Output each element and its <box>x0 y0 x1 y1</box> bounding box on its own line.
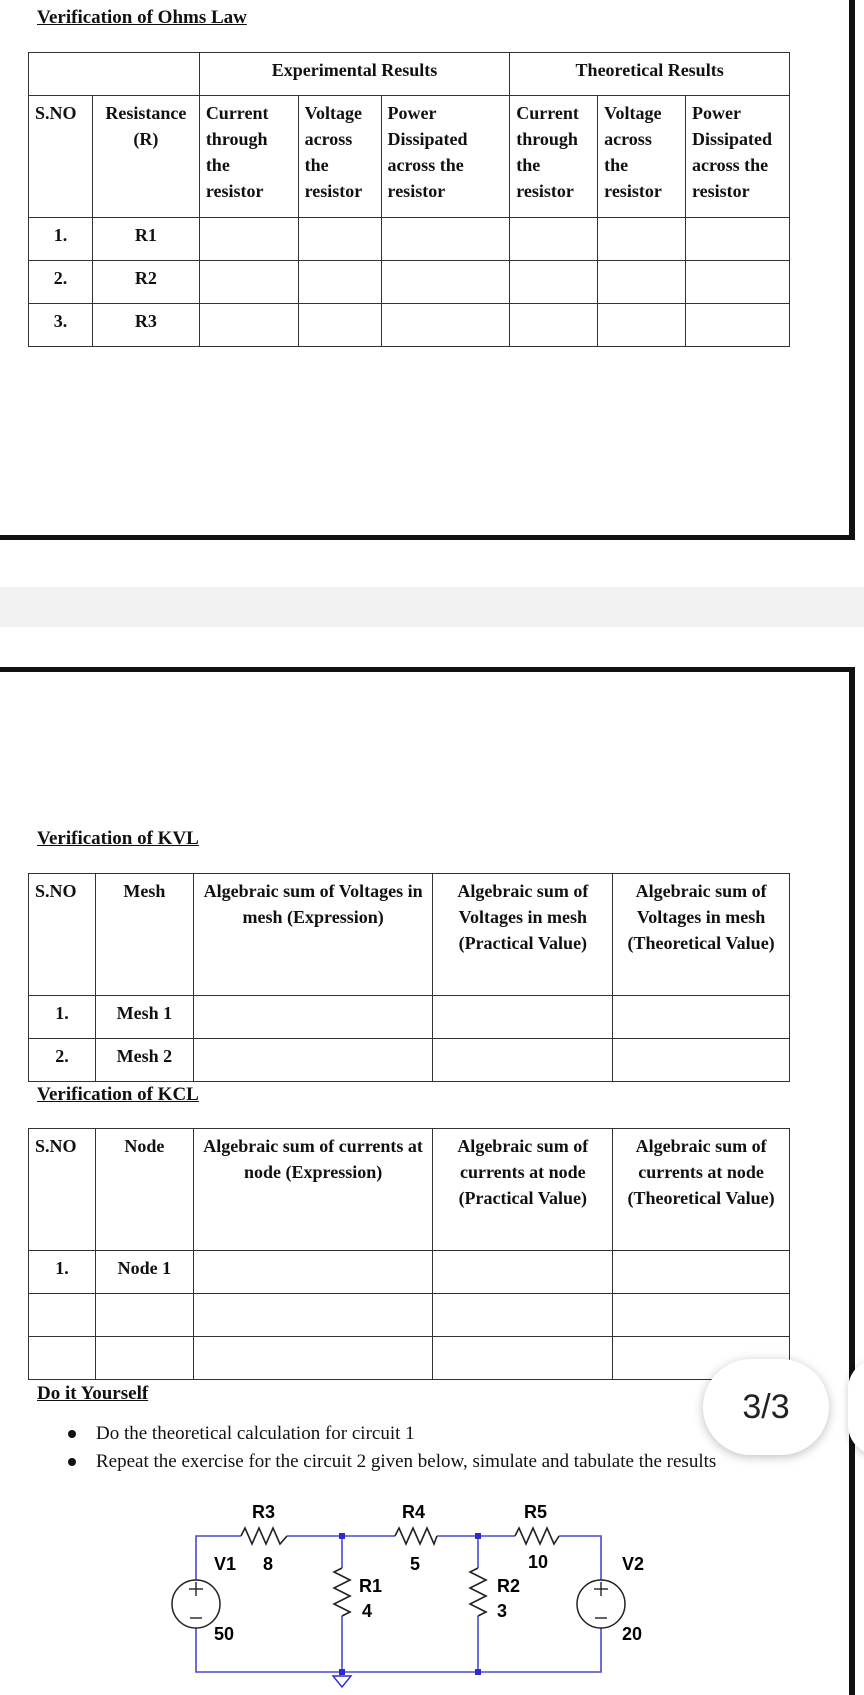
column-header-sno: S.NO <box>29 1129 96 1251</box>
column-header-exp-voltage: Voltage across the resistor <box>298 96 381 218</box>
page-indicator-text: 3/3 <box>742 1387 790 1426</box>
column-header-mesh: Mesh <box>95 874 193 996</box>
column-header-expression: Algebraic sum of Voltages in mesh (Expression) <box>193 874 433 996</box>
ohms-law-title: Verification of Ohms Law <box>37 7 247 28</box>
diy-title: Do it Yourself <box>37 1383 149 1404</box>
junction-dot <box>475 1533 481 1539</box>
junction-dot <box>339 1533 345 1539</box>
experimental-results-header: Experimental Results <box>199 53 509 96</box>
column-header-practical: Algebraic sum of Voltages in mesh (Practical Value) <box>433 874 613 996</box>
label-r5-name: R5 <box>524 1502 548 1522</box>
column-header-practical: Algebraic sum of currents at node (Practical Value) <box>433 1129 613 1251</box>
voltage-source-v1 <box>172 1580 220 1628</box>
voltage-source-v2 <box>577 1580 625 1628</box>
label-v1-value: 50 <box>214 1624 235 1644</box>
resistor-r5 <box>515 1528 559 1544</box>
column-header-th-current: Current through the resistor <box>510 96 598 218</box>
column-header-theoretical: Algebraic sum of Voltages in mesh (Theoretical Value) <box>613 874 790 996</box>
bullet-text: Do the theoretical calculation for circuit 1 <box>96 1423 415 1444</box>
label-r3-name: R3 <box>252 1502 276 1522</box>
resistor-r1 <box>334 1568 350 1616</box>
page-indicator-badge <box>703 1359 829 1455</box>
junction-dot <box>339 1669 345 1675</box>
row-resistor: R1 <box>92 218 199 261</box>
row-resistor: R2 <box>92 261 199 304</box>
junction-dot <box>475 1669 481 1675</box>
row-mesh: Mesh 2 <box>95 1039 193 1082</box>
resistor-r3 <box>241 1528 287 1544</box>
label-r1-value: 4 <box>362 1601 373 1621</box>
resistor-r2 <box>470 1568 486 1616</box>
column-header-resistance: Resistance (R) <box>92 96 199 218</box>
row-sno: 1. <box>29 1251 96 1294</box>
column-header-node: Node <box>95 1129 193 1251</box>
label-v1-name: V1 <box>214 1554 237 1574</box>
row-node: Node 1 <box>95 1251 193 1294</box>
row-sno: 2. <box>29 261 93 304</box>
column-header-exp-current: Current through the resistor <box>199 96 298 218</box>
column-header-sno: S.NO <box>29 96 93 218</box>
ground-icon <box>333 1676 351 1687</box>
label-r2-value: 3 <box>497 1601 508 1621</box>
column-header-th-voltage: Voltage across the resistor <box>598 96 686 218</box>
label-r2-name: R2 <box>497 1576 521 1596</box>
label-r4-value: 5 <box>410 1554 421 1574</box>
row-sno: 2. <box>29 1039 96 1082</box>
label-r3-value: 8 <box>263 1554 274 1574</box>
kvl-title: Verification of KVL <box>37 828 199 849</box>
column-header-theoretical: Algebraic sum of currents at node (Theoretical Value) <box>613 1129 790 1251</box>
label-v2-name: V2 <box>622 1554 645 1574</box>
resistor-r4 <box>395 1528 437 1544</box>
column-header-exp-power: Power Dissipated across the resistor <box>381 96 510 218</box>
row-sno: 3. <box>29 304 93 347</box>
label-r4-name: R4 <box>402 1502 426 1522</box>
column-header-expression: Algebraic sum of currents at node (Expression) <box>193 1129 433 1251</box>
label-r1-name: R1 <box>359 1576 383 1596</box>
row-resistor: R3 <box>92 304 199 347</box>
column-header-th-power: Power Dissipated across the resistor <box>686 96 790 218</box>
bullet-text: Repeat the exercise for the circuit 2 given below, simulate and tabulate the results <box>96 1451 717 1472</box>
column-header-sno: S.NO <box>29 874 96 996</box>
row-sno: 1. <box>29 218 93 261</box>
row-sno: 1. <box>29 996 96 1039</box>
label-v2-value: 20 <box>622 1624 643 1644</box>
row-mesh: Mesh 1 <box>95 996 193 1039</box>
kcl-title: Verification of KCL <box>37 1084 199 1105</box>
theoretical-results-header: Theoretical Results <box>510 53 790 96</box>
label-r5-value: 10 <box>528 1552 549 1572</box>
